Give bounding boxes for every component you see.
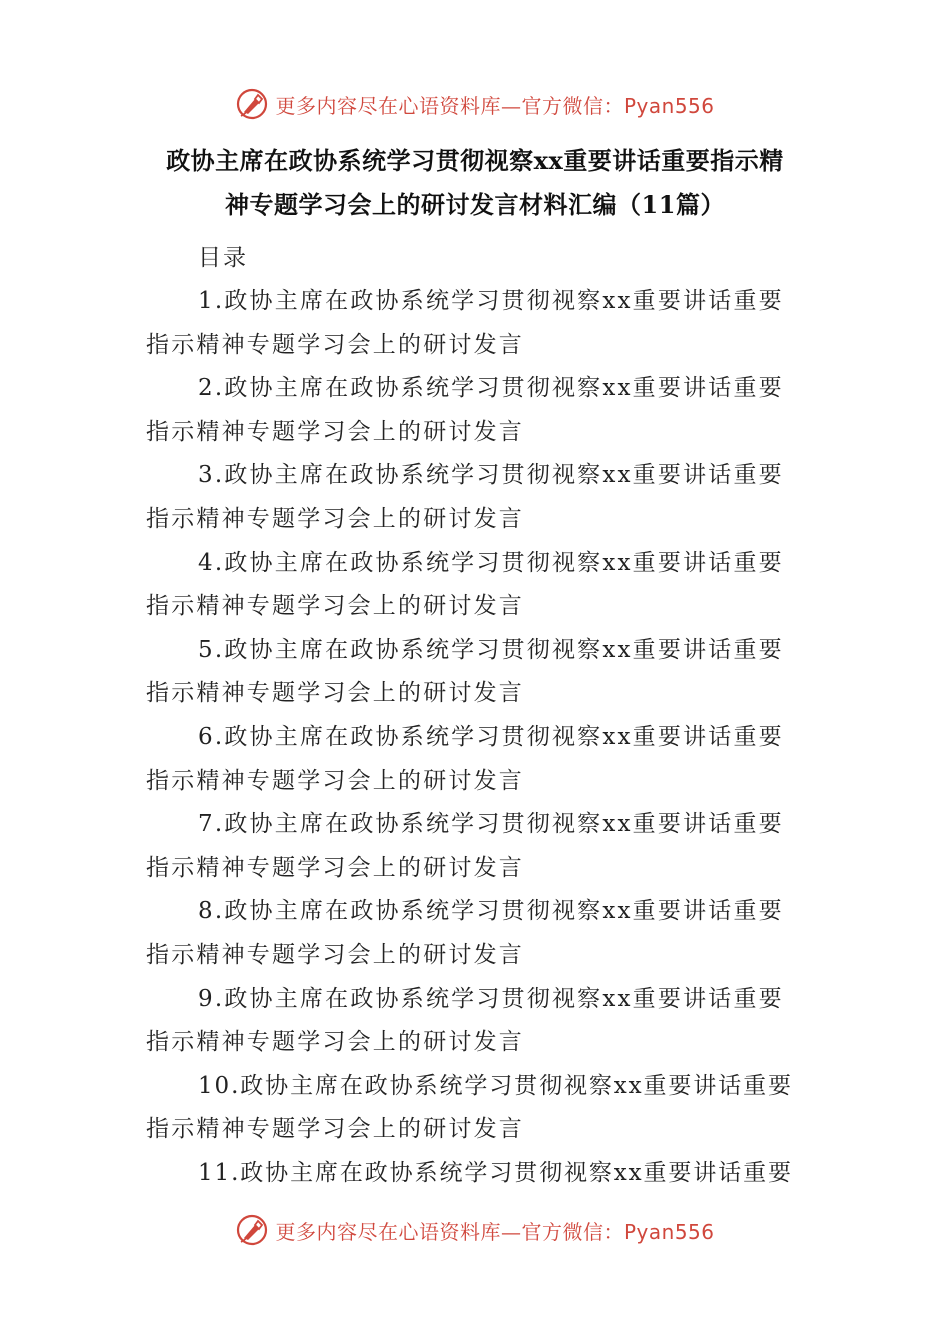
footer-banner: [0, 1210, 950, 1250]
toc-item-line-2: 指示精神专题学习会上的研讨发言: [146, 1029, 524, 1056]
toc-item: [146, 716, 826, 803]
pen-nib-logo-icon: [235, 1213, 269, 1247]
toc-item: [146, 1152, 826, 1196]
toc-item-line-1: 11.政协主席在政协系统学习贯彻视察xx重要讲话重要: [198, 1159, 793, 1186]
toc-item-line-1: 6.政协主席在政协系统学习贯彻视察xx重要讲话重要: [198, 723, 784, 750]
toc-item-line-2: 指示精神专题学习会上的研讨发言: [146, 331, 524, 358]
toc-item: [146, 367, 826, 454]
toc-item-line-1: 5.政协主席在政协系统学习贯彻视察xx重要讲话重要: [198, 636, 784, 663]
toc-item-line-2: 指示精神专题学习会上的研讨发言: [146, 418, 524, 445]
toc-heading: 目录: [198, 245, 248, 271]
document-title-line-1: 政协主席在政协系统学习贯彻视察xx重要讲话重要指示精: [166, 146, 784, 175]
toc-item: [146, 1065, 826, 1152]
toc-list: [146, 280, 826, 1195]
banner-text: 更多内容尽在心语资料库—官方微信：Pyan556: [275, 1219, 715, 1244]
toc-item-line-2: 指示精神专题学习会上的研讨发言: [146, 593, 524, 620]
toc-item-line-2: 指示精神专题学习会上的研讨发言: [146, 941, 524, 968]
toc-item: [146, 803, 826, 890]
banner-text: 更多内容尽在心语资料库—官方微信：Pyan556: [275, 93, 715, 118]
toc-item-line-1: 8.政协主席在政协系统学习贯彻视察xx重要讲话重要: [198, 898, 784, 925]
toc-item-line-2: 指示精神专题学习会上的研讨发言: [146, 767, 524, 794]
toc-item-line-1: 7.政协主席在政协系统学习贯彻视察xx重要讲话重要: [198, 811, 784, 838]
toc-item: [146, 280, 826, 367]
toc-item: [146, 542, 826, 629]
toc-item-line-1: 9.政协主席在政协系统学习贯彻视察xx重要讲话重要: [198, 985, 784, 1012]
toc-item-line-1: 10.政协主席在政协系统学习贯彻视察xx重要讲话重要: [198, 1072, 793, 1099]
banner-wechat-id: Pyan556: [623, 1219, 715, 1244]
toc-item-line-2: 指示精神专题学习会上的研讨发言: [146, 854, 524, 881]
toc-item-line-1: 1.政协主席在政协系统学习贯彻视察xx重要讲话重要: [198, 288, 784, 314]
toc-item-line-2: 指示精神专题学习会上的研讨发言: [146, 1116, 524, 1143]
banner-wechat-id: Pyan556: [623, 93, 715, 118]
toc-item: [146, 890, 826, 977]
header-banner: [0, 84, 950, 124]
document-title-line-2: 神专题学习会上的研讨发言材料汇编（11篇）: [225, 190, 725, 219]
toc-item: [146, 978, 826, 1065]
toc-item-line-1: 4.政协主席在政协系统学习贯彻视察xx重要讲话重要: [198, 549, 784, 576]
toc-item-line-2: 指示精神专题学习会上的研讨发言: [146, 680, 524, 707]
toc-item: [146, 454, 826, 541]
toc-item-line-1: 3.政协主席在政协系统学习贯彻视察xx重要讲话重要: [198, 462, 784, 489]
toc-item-line-2: 指示精神专题学习会上的研讨发言: [146, 505, 524, 532]
toc-item-line-1: 2.政协主席在政协系统学习贯彻视察xx重要讲话重要: [198, 375, 784, 402]
toc-item: [146, 629, 826, 716]
pen-nib-logo-icon: [235, 87, 269, 121]
